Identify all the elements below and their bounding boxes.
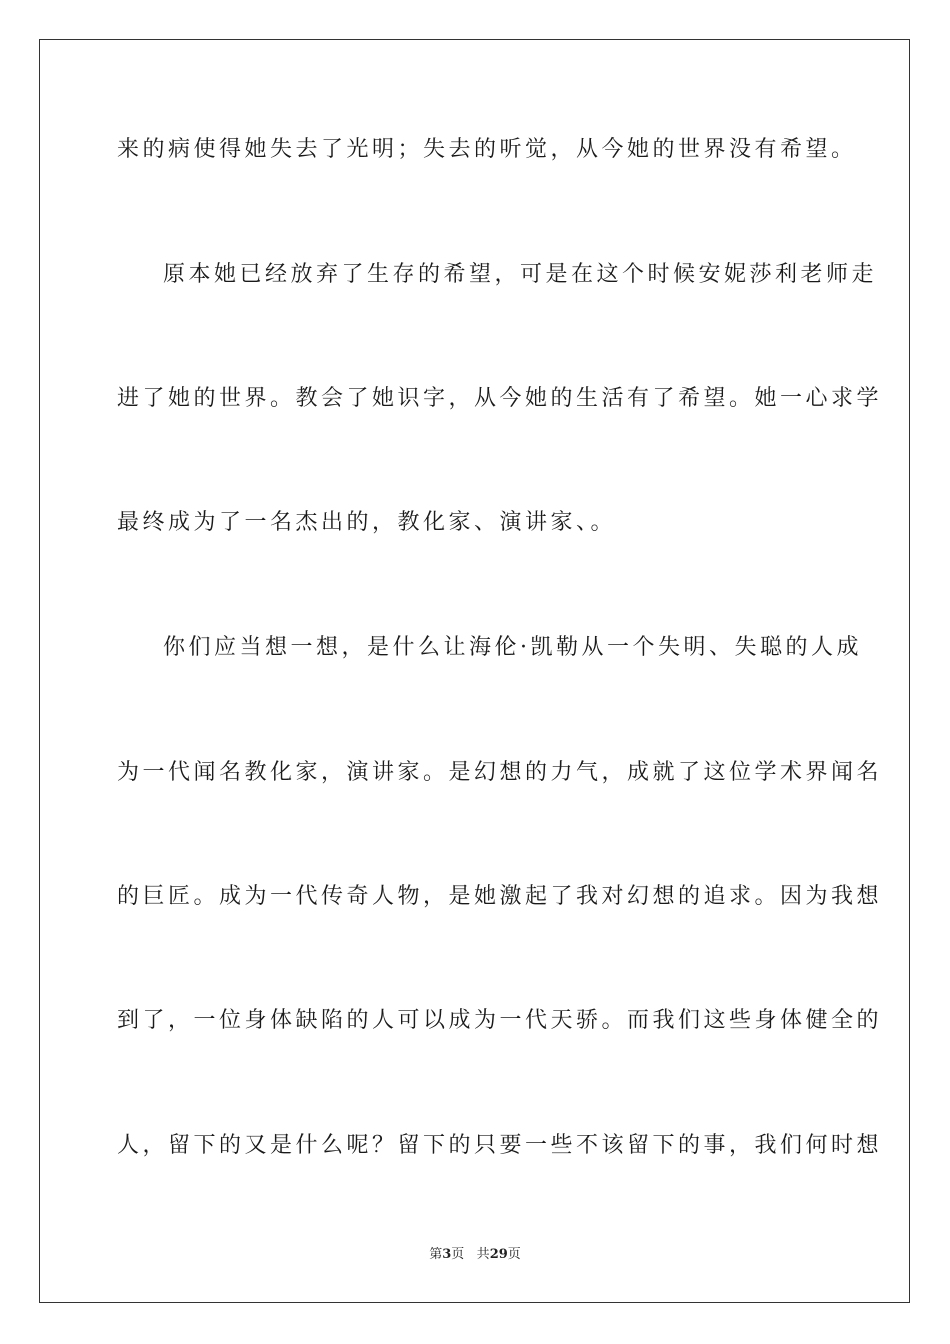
total-pages: 29 — [489, 1247, 508, 1262]
text-line-7: 的巨匠。成为一代传奇人物，是她激起了我对幻想的追求。因为我想 — [117, 884, 883, 909]
text-line-5: 你们应当想一想，是什么让海伦·凯勒从一个失明、失聪的人成 — [163, 635, 862, 660]
text-line-8: 到了，一位身体缺陷的人可以成为一代天骄。而我们这些身体健全的 — [117, 1008, 883, 1033]
page-prefix: 第 — [429, 1247, 443, 1262]
page-suffix: 页 — [451, 1247, 465, 1262]
text-line-1: 来的病使得她失去了光明；失去的听觉，从今她的世界没有希望。 — [117, 137, 857, 162]
total-suffix: 页 — [507, 1247, 521, 1262]
text-line-3: 进了她的世界。教会了她识字，从今她的生活有了希望。她一心求学 — [117, 386, 883, 411]
page-footer — [0, 1246, 950, 1264]
total-prefix: 共 — [476, 1247, 490, 1262]
page-number: 3 — [442, 1247, 452, 1262]
text-line-9: 人，留下的又是什么呢？留下的只要一些不该留下的事，我们何时想 — [117, 1133, 883, 1158]
page-border — [39, 39, 910, 1303]
text-line-2: 原本她已经放弃了生存的希望，可是在这个时候安妮莎利老师走 — [163, 262, 878, 287]
text-line-6: 为一代闻名教化家，演讲家。是幻想的力气，成就了这位学术界闻名 — [117, 760, 883, 785]
text-line-4: 最终成为了一名杰出的，教化家、演讲家、。 — [117, 510, 617, 535]
